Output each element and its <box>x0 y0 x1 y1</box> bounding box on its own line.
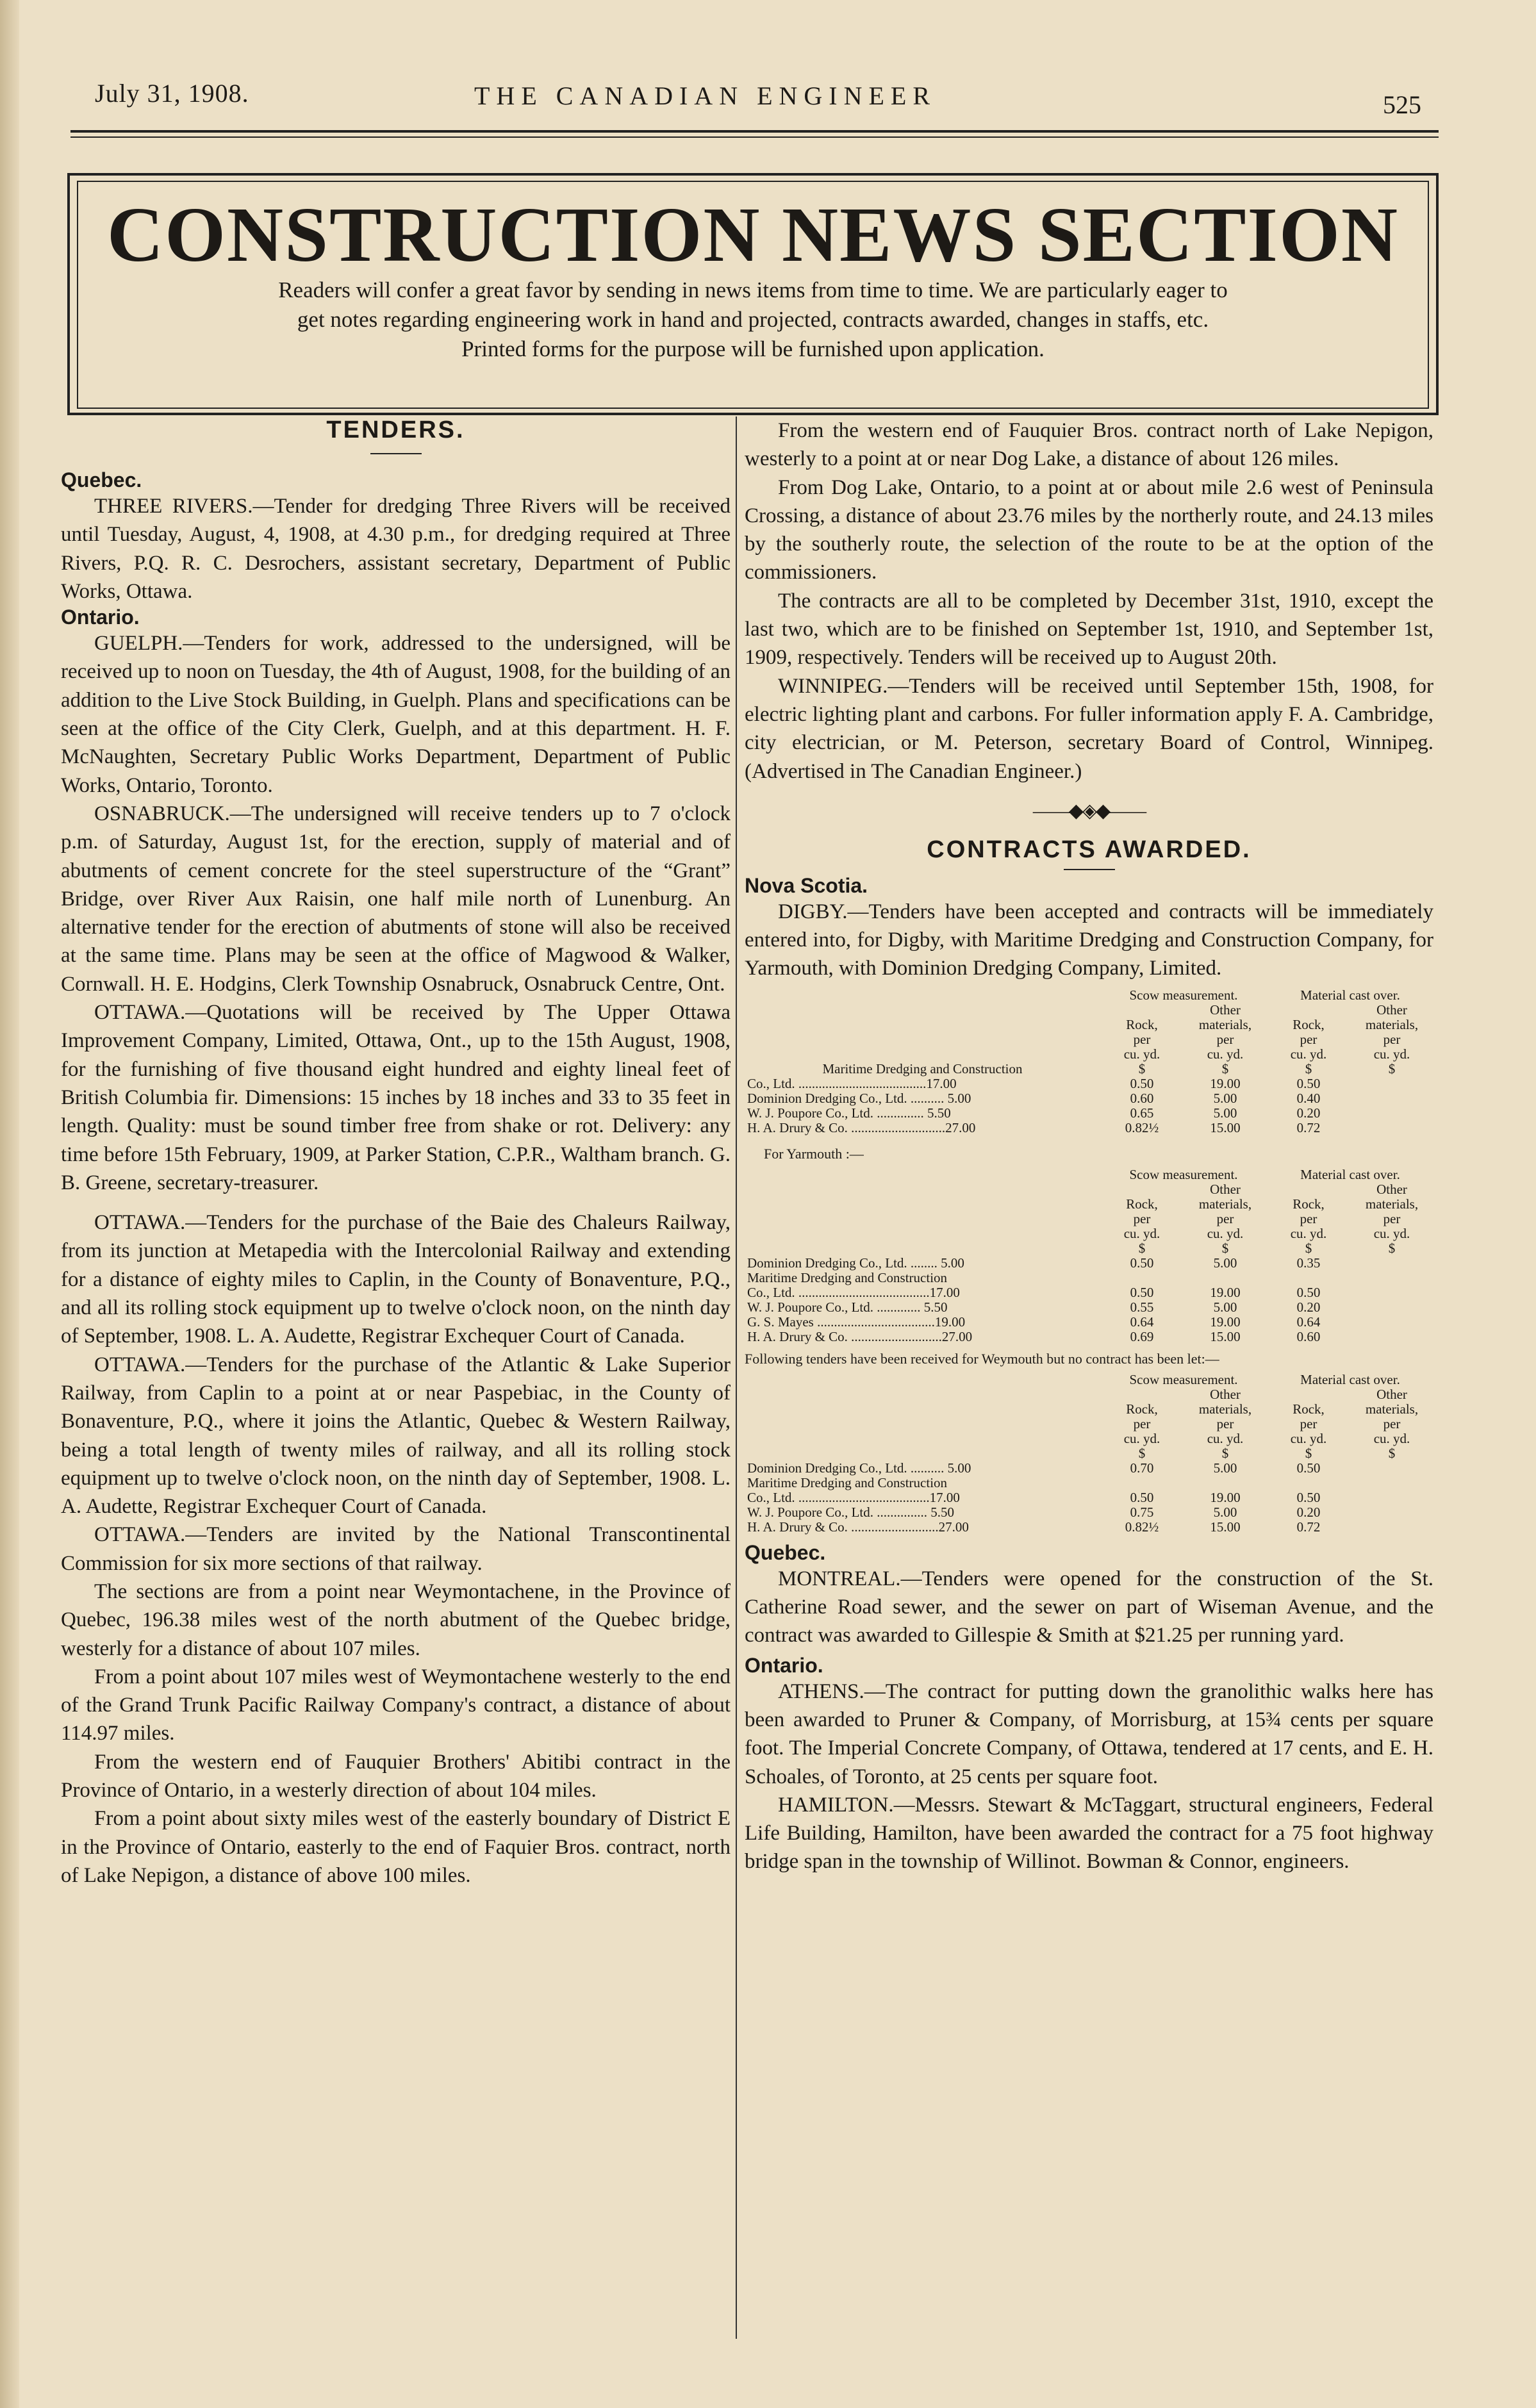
railway-section-5: From the western end of Fauquier Bros. contract north of Lake Nepigon, westerly to a point at or near Dog Lake, a distance of about 126 miles. <box>745 419 1433 471</box>
tender-ottawa-transcontinental: OTTAWA.—Tenders are invited by the National Transcontinental Commission for six more sections of that railway. <box>61 1523 731 1575</box>
region-quebec-contracts: Quebec. <box>745 1540 826 1564</box>
table-row: Co., Ltd. .......................................17.00 0.50 19.00 0.50 <box>747 1489 1321 1505</box>
col-label: materials, <box>1198 1016 1252 1032</box>
table-row: Dominion Dredging Co., Ltd. .......... 5.00 0.60 5.00 0.40 <box>747 1090 1321 1106</box>
col-label: cu. yd. <box>1207 1046 1244 1062</box>
weymouth-note: Following tenders have been received for Weymouth but no contract has been let:— <box>745 1350 1219 1367</box>
contracts-heading: CONTRACTS AWARDED. <box>927 836 1251 863</box>
railway-section-6: From Dog Lake, Ontario, to a point at or about mile 2.6 west of Peninsula Crossing, a distance of about 23.76 miles by the northerly route, and 24.13 miles by the southerly route, the selection of the route to be at the option of the commissioners. <box>745 475 1433 584</box>
firm-name: Maritime Dredging and Construction <box>822 1060 1023 1076</box>
tender-guelph: GUELPH.—Tenders for work, addressed to the undersigned, will be received up to noon on Tuesday, the 4th of August, 1908, for the building of an addition to the Live Stock Building, in Guelph. Plans and specifications can be seen at the office of the City Clerk, Guelph, and at this department. H. F. McNaughten, Secretary Public Works Department, Department of Public Works, Ontario, Toronto. <box>61 632 731 797</box>
table-row: W. J. Poupore Co., Ltd. ............. 5.50 0.55 5.00 0.20 <box>747 1299 1321 1315</box>
header-rule <box>70 130 1439 133</box>
table-row: H. A. Drury & Co. ............................27.00 0.82½ 15.00 0.72 <box>747 1119 1321 1135</box>
header-rule-thin <box>70 136 1439 138</box>
heading-rule <box>370 453 422 454</box>
col-label: per <box>1383 1031 1401 1047</box>
table-row: W. J. Poupore Co., Ltd. .............. 5.50 0.65 5.00 0.20 <box>747 1105 1321 1121</box>
journal-title: THE CANADIAN ENGINEER <box>474 81 937 110</box>
col-label: per <box>1133 1031 1151 1047</box>
col-label: cu. yd. <box>1373 1046 1410 1062</box>
region-nova-scotia: Nova Scotia. <box>745 873 868 897</box>
dollar-sign: $ <box>1221 1060 1229 1076</box>
dollar-sign: $ <box>1388 1060 1396 1076</box>
left-column <box>61 416 731 1890</box>
issue-date: July 31, 1908. <box>95 79 249 108</box>
col-label: Rock, <box>1126 1016 1158 1032</box>
region-ontario-contracts: Ontario. <box>745 1653 823 1677</box>
yarmouth-price-table: Scow measurement. Material cast over. Other Other Rock, materials, Rock, materials, per per per per cu. yd. cu. yd. cu. yd. cu. yd. $ $ $ $ Dominion Dredging Co., Ltd. ........ 5.00 0.50 5.00 0.35 Maritime Dredging and Construction Co., Ltd. .......................................17.00 0.50 19.00 0.50 W. J. Poupore Co., Ltd. ............. 5.50 0.55 5.00 0.20 G. S. Mayes ...................................19.00 0.64 19.00 0.64 H. A. Drury & Co. ...........................27.00 0.69 15.00 0.60 <box>745 1167 1433 1344</box>
banner-line: Printed forms for the purpose will be furnished upon application. <box>461 336 1045 361</box>
page-number: 525 <box>1383 90 1421 119</box>
col-cast: Material cast over. <box>1300 987 1400 1003</box>
banner-notice <box>103 276 1403 364</box>
table-row: Co., Ltd. .......................................17.00 0.50 19.00 0.50 <box>747 1284 1321 1300</box>
railway-section-4: From a point about sixty miles west of the easterly boundary of District E in the Province of Ontario, easterly to the end of Faquier Bros. contract, north of Lake Nepigon, a distance of above 100 miles. <box>61 1807 731 1887</box>
heading-rule <box>1064 869 1115 870</box>
col-label: Rock, <box>1292 1016 1325 1032</box>
railway-section-3: From the western end of Fauquier Brothers' Abitibi contract in the Province of Ontario, in a westerly direction of about 104 miles. <box>61 1750 731 1802</box>
contract-hamilton: HAMILTON.—Messrs. Stewart & McTaggart, structural engineers, Federal Life Building, Hamilton, have been awarded the contract for a 75 foot highway bridge span in the township of Willinot. Bowman & Connor, engineers. <box>745 1793 1433 1874</box>
tender-osnabruck: OSNABRUCK.—The undersigned will receive tenders up to 7 o'clock p.m. of Saturday, August 1st, for the erection, supply of material and of abutments of cement concrete for the steel superstructure of the “Grant” Bridge, over River Aux Raisin, one half mile north of Lunenburg. An alternative tender for the erection of abutments of stone will also be received at the same time. Plans may be seen at the office of Magwood & Walker, Cornwall. H. E. Hodgins, Clerk Township Osnabruck, Osnabruck Centre, Ont. <box>61 802 731 996</box>
region-quebec: Quebec. <box>61 468 142 491</box>
weymouth-price-table: Scow measurement. Material cast over. Other Other Rock, materials, Rock, materials, per per per per cu. yd. cu. yd. cu. yd. cu. yd. $ $ $ $ Dominion Dredging Co., Ltd. .......... 5.00 0.70 5.00 0.50 Maritime Dredging and Construction Co., Ltd. .......................................17.00 0.50 19.00 0.50 W. J. Poupore Co., Ltd. ............... 5.50 0.75 5.00 0.20 H. A. Drury & Co. ..........................27.00 0.82½ 15.00 0.72 <box>745 1373 1433 1535</box>
dollar-sign: $ <box>1305 1060 1312 1076</box>
col-label: cu. yd. <box>1123 1046 1160 1062</box>
col-label: per <box>1216 1031 1234 1047</box>
table-row: Dominion Dredging Co., Ltd. ........ 5.00 0.50 5.00 0.35 <box>747 1255 1321 1271</box>
contract-digby: DIGBY.—Tenders have been accepted and contracts will be immediately entered into, for Digby, with Maritime Dredging and Construction Company, for Yarmouth, with Dominion Dredging Company, Limited. <box>745 900 1433 980</box>
table-row: W. J. Poupore Co., Ltd. ............... 5.50 0.75 5.00 0.20 <box>747 1504 1321 1520</box>
table-row: Maritime Dredging and Construction <box>747 1474 948 1490</box>
tenders-heading: TENDERS. <box>326 416 465 443</box>
table-row: H. A. Drury & Co. ...........................27.00 0.69 15.00 0.60 <box>747 1328 1321 1344</box>
ornament-divider: ——◆◈◆—— <box>1032 800 1146 821</box>
right-column <box>745 416 1433 1876</box>
railway-section-2: From a point about 107 miles west of Weymontachene westerly to the end of the Grand Trunk Pacific Railway Company's contract, a distance of about 114.97 miles. <box>61 1665 731 1745</box>
col-label: per <box>1300 1031 1317 1047</box>
col-label: Other <box>1210 1002 1241 1018</box>
table-row: Co., Ltd. ......................................17.00 0.50 19.00 0.50 <box>747 1075 1321 1091</box>
railway-section-1: The sections are from a point near Weymontachene, in the Province of Quebec, 196.38 miles west of the north abutment of the Quebec bridge, westerly for a distance of about 107 miles. <box>61 1579 731 1660</box>
page-spine <box>0 0 19 2408</box>
col-label: Other <box>1376 1002 1407 1018</box>
dollar-sign: $ <box>1138 1060 1146 1076</box>
running-header <box>90 76 1429 119</box>
tender-winnipeg: WINNIPEG.—Tenders will be received until September 15th, 1908, for electric lighting plant and carbons. For fuller information apply F. A. Cambridge, city electrician, or M. Peterson, secretary Board of Control, Winnipeg. (Advertised in The Canadian Engineer.) <box>745 674 1433 783</box>
table-row: H. A. Drury & Co. ..........................27.00 0.82½ 15.00 0.72 <box>747 1519 1321 1535</box>
tender-ottawa-timber: OTTAWA.—Quotations will be received by The Upper Ottawa Improvement Company, Limited, Ottawa, Ont., up to the 15th August, 1908, for the furnishing of five thousand eight hundred and eighty lineal feet of British Columbia fir. Dimensions: 15 inches by 18 inches and 33 to 35 feet in length. Quality: must be sound timber free from shake or rot. Delivery: any time before 15th February, 1909, at Parker Station, C.P.R., Waltham branch. G. B. Greene, secretary-treasurer. <box>61 1001 731 1194</box>
yarmouth-label: For Yarmouth :— <box>764 1145 864 1162</box>
table-row: G. S. Mayes ...................................19.00 0.64 19.00 0.64 <box>747 1314 1321 1330</box>
digby-price-table <box>745 988 1433 1135</box>
col-label: cu. yd. <box>1290 1046 1327 1062</box>
railway-completion: The contracts are all to be completed by December 31st, 1910, except the last two, which are to be finished on September 1st, 1910, and September 1st, 1909, respectively. Tenders will be received up to August 20th. <box>745 589 1433 670</box>
contract-montreal: MONTREAL.—Tenders were opened for the construction of the St. Catherine Road sewer, and the sewer on part of Wiseman Avenue, and the contract was awarded to Gillespie & Smith at $21.25 per running yard. <box>745 1567 1433 1647</box>
tender-three-rivers: THREE RIVERS.—Tender for dredging Three Rivers will be received until Tuesday, August, 4, 1908, at 4.30 p.m., for dredging required at Three Rivers, P.Q. R. C. Desrochers, assistant secretary, Department of Public Works, Ottawa. <box>61 495 731 603</box>
banner-line: get notes regarding engineering work in hand and projected, contracts awarded, changes in staffs, etc. <box>297 307 1209 332</box>
tender-ottawa-baie-des-chaleurs: OTTAWA.—Tenders for the purchase of the Baie des Chaleurs Railway, from its junction at Metapedia with the Intercolonial Railway and extending for a distance of eighty miles to Caplin, in the County of Bonaventure, P.Q., and all its rolling stock equipment up to twelve o'clock noon, on the ninth day of September, 1908. L. A. Audette, Registrar Exchequer Court of Canada. <box>61 1211 731 1348</box>
contract-athens: ATHENS.—The contract for putting down the granolithic walks here has been awarded to Pruner & Company, of Morrisburg, at 15¾ cents per square foot. The Imperial Concrete Company, of Ottawa, tendered at 17 cents, and E. H. Schoales, of Toronto, at 25 cents per square foot. <box>745 1679 1433 1788</box>
region-ontario: Ontario. <box>61 606 140 629</box>
table-row: Maritime Dredging and Construction <box>747 1269 948 1285</box>
col-label: materials, <box>1365 1016 1419 1032</box>
banner-line: Readers will confer a great favor by sending in news items from time to time. We are particularly eager to <box>278 277 1228 302</box>
table-row: Dominion Dredging Co., Ltd. .......... 5.00 0.70 5.00 0.50 <box>747 1460 1321 1476</box>
section-title: CONSTRUCTION NEWS SECTION <box>107 192 1399 278</box>
tender-ottawa-atlantic-lake-superior: OTTAWA.—Tenders for the purchase of the Atlantic & Lake Superior Railway, from Caplin to a point at or near Paspebiac, in the County of Bonaventure, P.Q., where it joins the Atlantic, Quebec & Western Railway, being a total length of twenty miles of railway, and all its rolling stock equipment up to twelve o'clock noon, on the ninth day of September, 1908. L. A. Audette, Registrar Exchequer Court of Canada. <box>61 1353 731 1519</box>
column-divider <box>736 416 737 2339</box>
col-scow: Scow measurement. <box>1129 987 1238 1003</box>
